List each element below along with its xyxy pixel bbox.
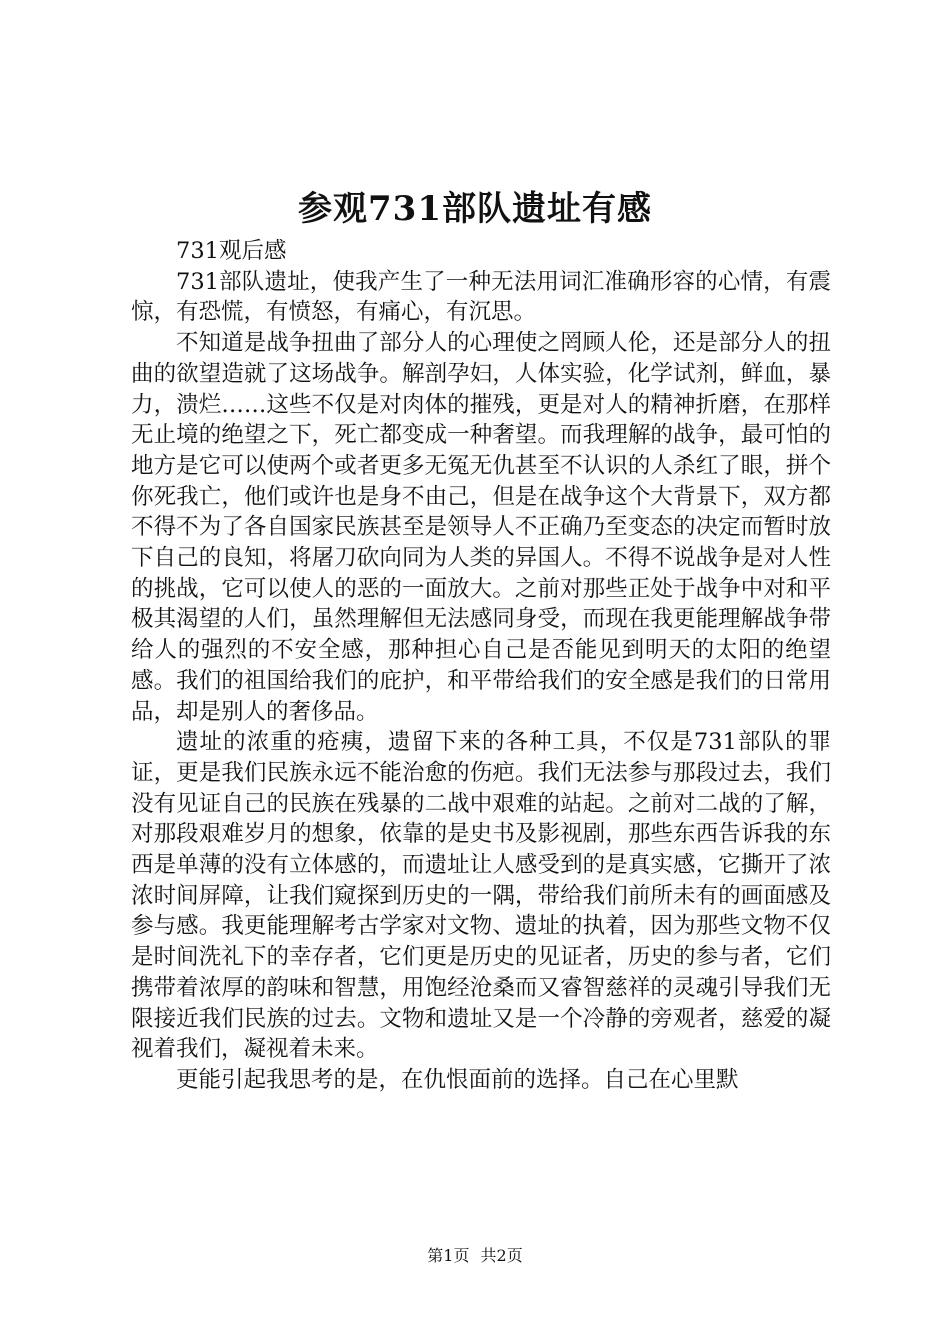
paragraph-3: 遗址的浓重的疮痍，遗留下来的各种工具，不仅是731部队的罪证，更是我们民族永远不能治愈的伤疤。我们无法参与那段过去，我们没有见证自己的民族在残暴的二战中艰难的站起。之前对二战的了解，对那段艰难岁月的想象，依靠的是史书及影视剧，那些东西告诉我的东西是单薄的没有立体感的，而遗址让人感受到的是真实感，它撕开了浓浓时间屏障，让我们窥探到历史的一隅，带给我们前所未有的画面感及参与感。我更能理解考古学家对文物、遗址的执着，因为那些文物不仅是时间洗礼下的幸存者，它们更是历史的见证者，历史的参与者，它们携带着浓厚的韵味和智慧，用饱经沧桑而又睿智慈祥的灵魂引导我们无限接近我们民族的过去。文物和遗址又是一个冷静的旁观者，慈爱的凝视着我们，凝视着未来。	[131, 729, 831, 1063]
document-title: 参观731部队遗址有感	[298, 189, 652, 229]
page-footer	[0, 1244, 950, 1268]
document-body	[131, 236, 831, 1096]
page-total: 共2页	[480, 1246, 523, 1265]
paragraph-subtitle: 731观后感	[176, 238, 287, 264]
paragraph-2: 不知道是战争扭曲了部分人的心理使之罔顾人伦，还是部分人的扭曲的欲望造就了这场战争。解剖孕妇，人体实验，化学试剂，鲜血，暴力，溃烂……这些不仅是对肉体的摧残，更是对人的精神折磨，在那样无止境的绝望之下，死亡都变成一种奢望。而我理解的战争，最可怕的地方是它可以使两个或者更多无冤无仇甚至不认识的人杀红了眼，拼个你死我亡，他们或许也是身不由己，但是在战争这个大背景下，双方都不得不为了各自国家民族甚至是领导人不正确乃至变态的决定而暂时放下自己的良知，将屠刀砍向同为人类的异国人。不得不说战争是对人性的挑战，它可以使人的恶的一面放大。之前对那些正处于战争中对和平极其渴望的人们，虽然理解但无法感同身受，而现在我更能理解战争带给人的强烈的不安全感，那种担心自己是否能见到明天的太阳的绝望感。我们的祖国给我们的庇护，和平带给我们的安全感是我们的日常用品，却是别人的奢侈品。	[131, 330, 831, 725]
paragraph-1: 731部队遗址，使我产生了一种无法用词汇准确形容的心情，有震惊，有恐慌，有愤怒，有痛心，有沉思。	[131, 268, 831, 326]
paragraph-4: 更能引起我思考的是，在仇恨面前的选择。自己在心里默	[176, 1066, 739, 1093]
page-number: 第1页	[427, 1246, 470, 1265]
